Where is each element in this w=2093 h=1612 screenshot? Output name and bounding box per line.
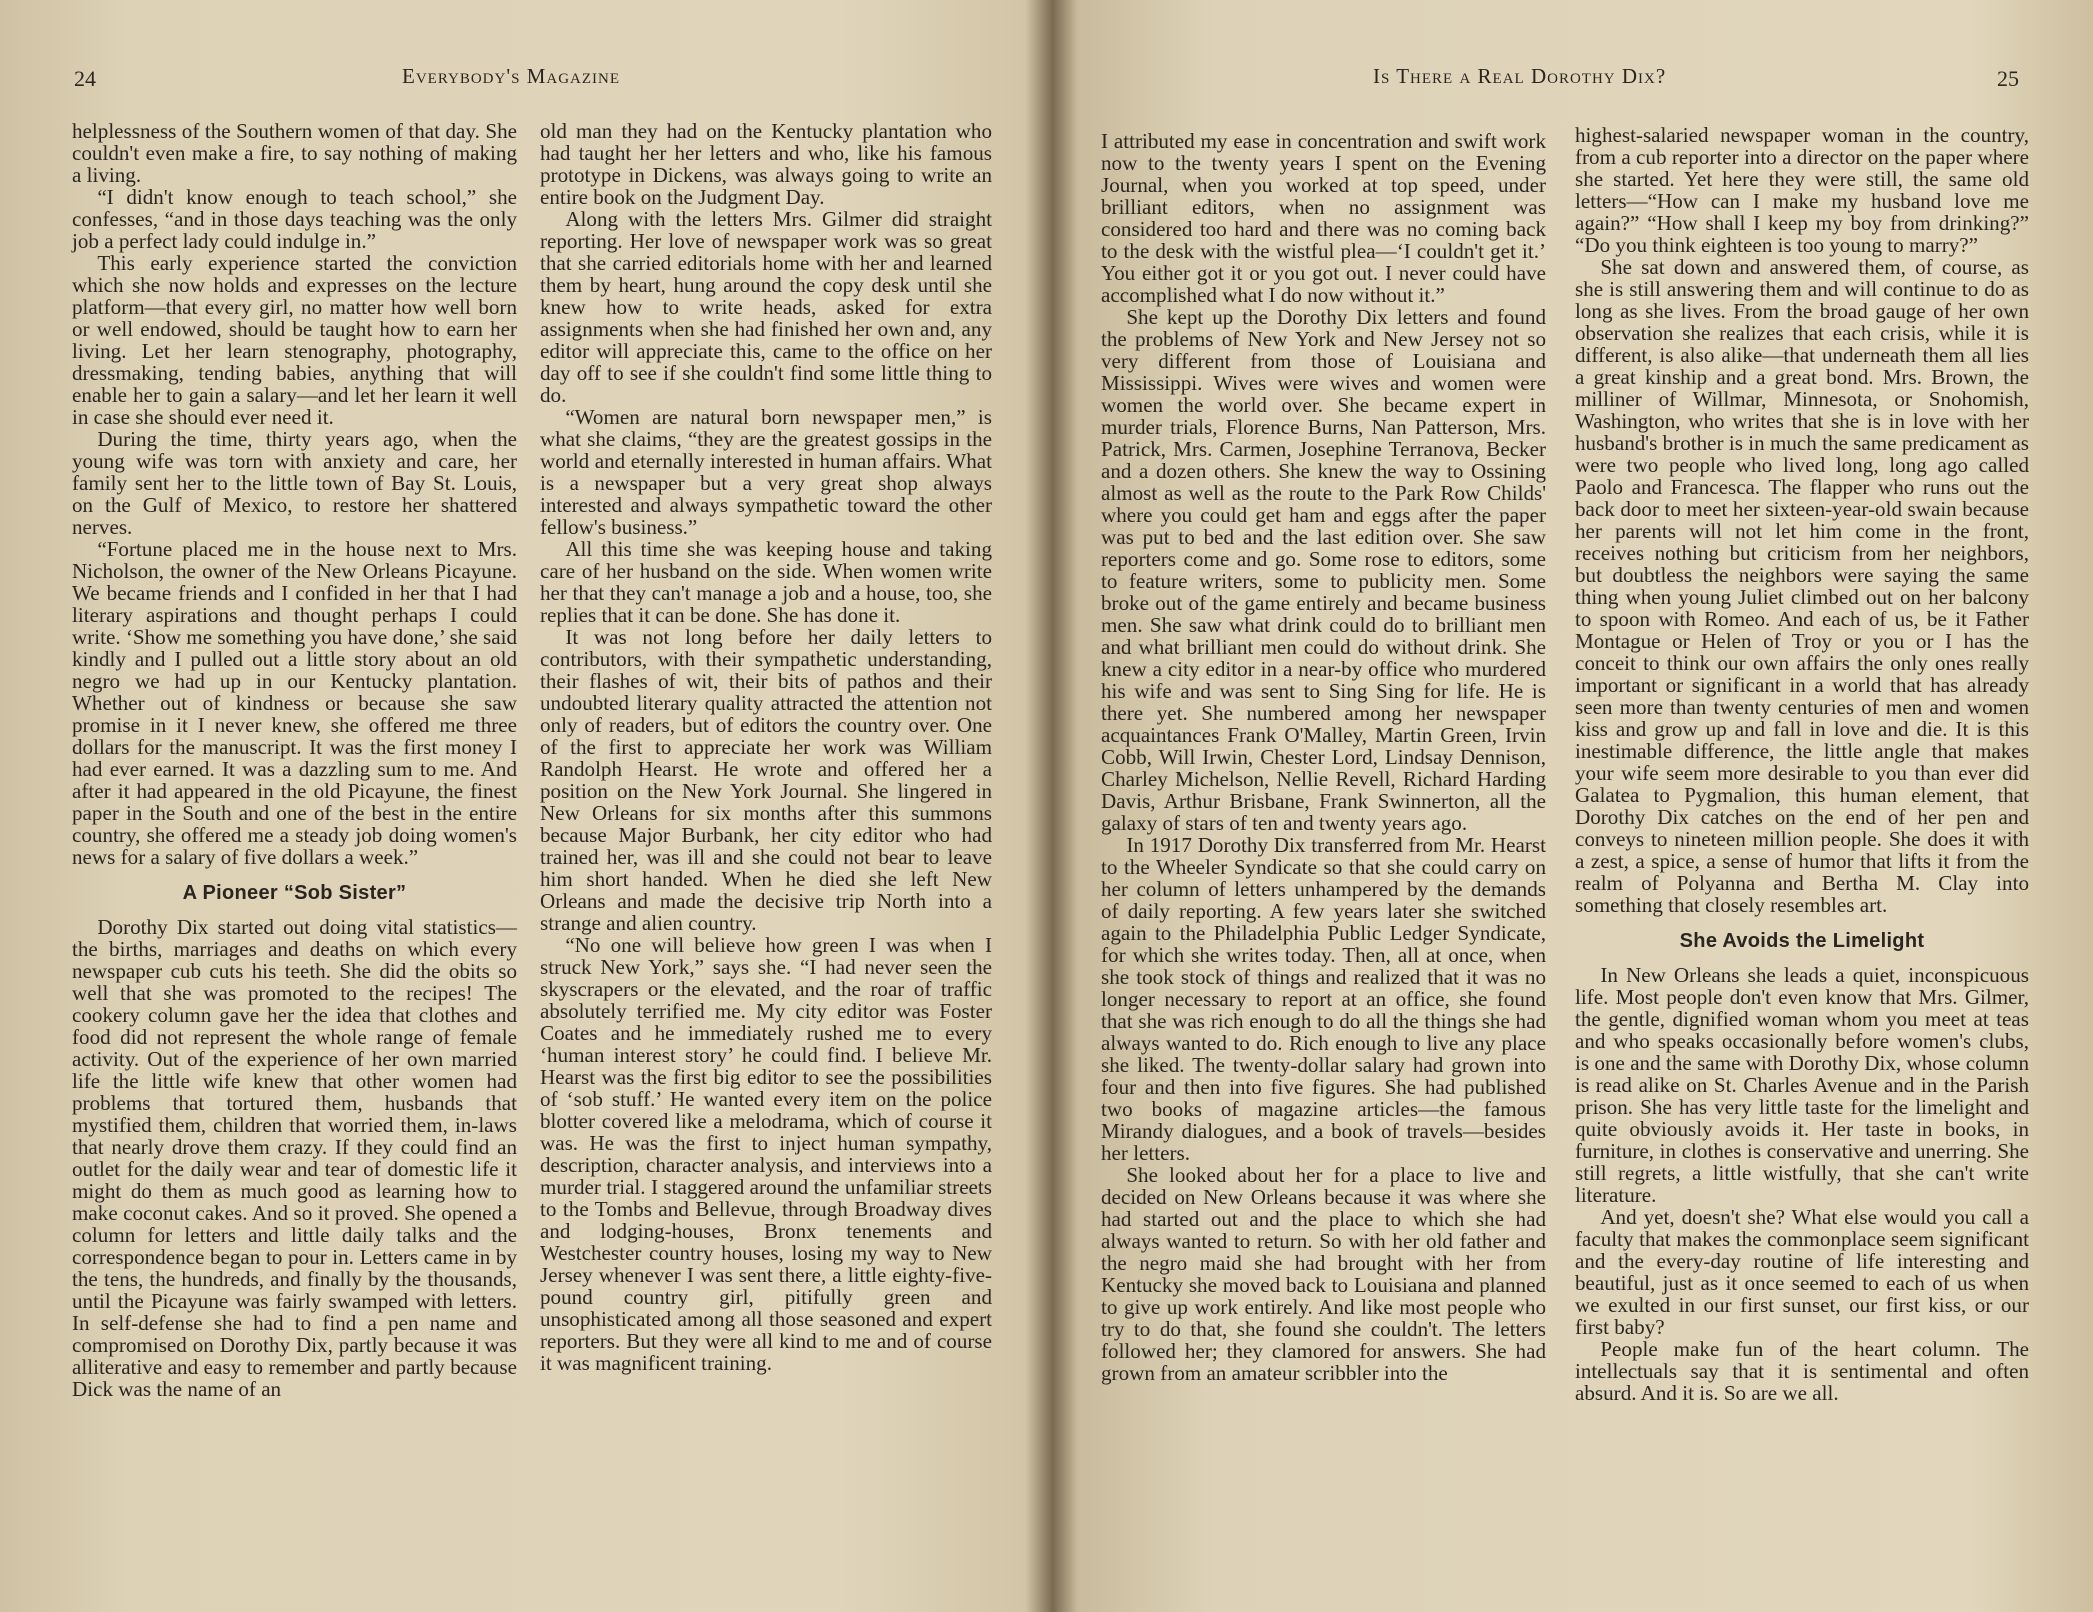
paragraph: In New Orleans she leads a quiet, inconspicuous life. Most people don't even know that Mrs. Gilmer, the gentle, dignified woman whom you meet at teas and who speaks occasionally before women's clubs, is one and the same with Dorothy Dix, whose column is read alike on St. Charles Avenue and in the Parish prison. She has very little taste for the limelight and quite obviously avoids it. Her taste in books, in furniture, in clothes is conservative and unerring. She still regrets, a little wistfully, that she can't write literature. xyxy=(1575,963,2029,1207)
paragraph: She sat down and answered them, of course, as she is still answering them and will continue to do as long as she lives. From the broad gauge of her own observation she realizes that each crisis, while it is different, is also alike—that underneath them all lies a great kinship and a great bond. Mrs. Brown, the milliner of Willmar, Minnesota, or Snohomish, Washington, who writes that she is in love with her husband's brother is in much the same predicament as were two people who lived long, long ago called Paolo and Francesca. The flapper who runs out the back door to meet her sixteen-year-old swain because her parents will not let him come in the front, receives nothing but criticism from her neighbors, but doubtless the neighbors were saying the same thing when young Juliet climbed out on her balcony to spoon with Romeo. And each of us, be it Father Montague or Helen of Troy or you or I has the conceit to think our own affairs the only ones really important or significant in a world that has already seen more than twenty centuries of men and women kiss and grow up and fall in love and die. It is this inestimable difference, the little angle that makes your wife seem more desirable to you than ever did Galatea to Pygmalion, this human element, that Dorothy Dix catches on the end of her pen and conveys to nineteen million people. She does it with a zest, a spice, a sense of humor that lifts it from the realm of Polyanna and Bertha M. Clay into something that closely resembles art. xyxy=(1575,255,2029,917)
paragraph: She looked about her for a place to live and decided on New Orleans because it was where she had started out and the place to which she had always wanted to return. So with her old father and the negro maid she had brought with her from Kentucky she moved back to Louisiana and planned to give up work entirely. And like most people who try to do that, she found she couldn't. The letters followed her; they clamored for answers. She had grown from an amateur scribbler into the xyxy=(1101,1163,1546,1385)
paragraph: In 1917 Dorothy Dix transferred from Mr. Hearst to the Wheeler Syndicate so that she could carry on her column of letters unhampered by the demands of daily reporting. A few years later she switched again to the Philadelphia Public Ledger Syndicate, for which she writes today. Then, all at once, when she took stock of things and realized that it was no longer necessary to report at an office, she found that she was rich enough to do all the things she had always wanted to do. Rich enough to live any place she liked. The twenty-dollar salary had grown into four and then into five figures. She had published two books of magazine articles—the famous Mirandy dialogues, and a book of travels—besides her letters. xyxy=(1101,833,1546,1165)
paragraph: Along with the letters Mrs. Gilmer did straight reporting. Her love of newspaper work was so great that she carried editorials home with her and learned them by heart, hung around the copy desk until she knew how to write heads, asked for extra assignments when she had finished her own and, any editor will appreciate this, came to the office on her day off to see if she couldn't find some little thing to do. xyxy=(540,207,992,407)
paragraph: “Women are natural born newspaper men,” is what she claims, “they are the greatest gossips in the world and eternally interested in human affairs. What is a newspaper but a very great shop always interested and always sympathetic toward the other fellow's business.” xyxy=(540,405,992,539)
paragraph: “I didn't know enough to teach school,” she confesses, “and in those days teaching was the only job a perfect lady could indulge in.” xyxy=(72,185,517,253)
paragraph: helplessness of the Southern women of that day. She couldn't even make a fire, to say nothing of making a living. xyxy=(72,119,517,187)
left-column-2 xyxy=(540,120,992,1374)
left-page xyxy=(0,0,1045,1612)
paragraph: old man they had on the Kentucky plantation who had taught her her letters and who, like his famous prototype in Dickens, was always going to write an entire book on the Judgment Day. xyxy=(540,119,992,209)
right-page xyxy=(1045,0,2093,1612)
subhead-sob-sister: A Pioneer “Sob Sister” xyxy=(182,882,407,904)
right-column-2 xyxy=(1575,124,2029,1404)
paragraph: This early experience started the conviction which she now holds and expresses on the lecture platform—that every girl, no matter how well born or well endowed, should be taught how to earn her living. Let her learn stenography, photography, dressmaking, tending babies, anything that will enable her to gain a salary—and let her learn it well in case she should ever need it. xyxy=(72,251,517,429)
page-number-left: 24 xyxy=(74,66,96,91)
paragraph: “No one will believe how green I was when I struck New York,” says she. “I had never seen the skyscrapers or the elevated, and the roar of traffic absolutely terrified me. My city editor was Foster Coates and he immediately rushed me to every ‘human interest story’ he could find. I believe Mr. Hearst was the first big editor to see the possibilities of ‘sob stuff.’ He wanted every item on the police blotter covered like a melodrama, which of course it was. He was the first to inject human sympathy, description, character analysis, and interviews into a murder trial. I staggered around the unfamiliar streets to the Tombs and Bellevue, through Broadway dives and lodging-houses, Bronx tenements and Westchester country houses, losing my way to New Jersey whenever I was sent there, a little eighty-five-pound country girl, pitifully green and unsophisticated among all those seasoned and expert reporters. But they were all kind to me and of course it was magnificent training. xyxy=(540,933,992,1375)
paragraph: Dorothy Dix started out doing vital statistics—the births, marriages and deaths on which every newspaper cub cuts his teeth. She did the obits so well that she was promoted to the recipes! The cookery column gave her the idea that clothes and food did not represent the whole range of female activity. Out of the experience of her own married life the little wife knew that other women had problems that tortured them, husbands that mystified them, children that worried them, in-laws that nearly drove them crazy. If they could find an outlet for the daily wear and tear of domestic life it might do them as much good as learning how to make coconut cakes. And so it proved. She opened a column for letters and little daily talks and the correspondence began to pour in. Letters came in by the tens, the hundreds, and finally by the thousands, until the Picayune was fairly swamped with letters. In self-defense she had to find a pen name and compromised on Dorothy Dix, partly because it was alliterative and easy to remember and partly because Dick was the name of an xyxy=(72,915,517,1401)
running-head-left: Everybody's Magazine xyxy=(402,64,621,88)
subhead-limelight: She Avoids the Limelight xyxy=(1679,930,1925,952)
running-head-right: Is There a Real Dorothy Dix? xyxy=(1373,64,1667,88)
page-number-right: 25 xyxy=(1997,66,2019,91)
paragraph: People make fun of the heart column. The intellectuals say that it is sentimental and often absurd. And it is. So are we all. xyxy=(1575,1337,2029,1405)
paragraph: All this time she was keeping house and taking care of her husband on the side. When women write her that they can't manage a job and a house, too, she replies that it can be done. She has done it. xyxy=(540,537,992,627)
paragraph: It was not long before her daily letters to contributors, with their sympathetic understanding, their flashes of wit, their bits of pathos and their undoubted literary quality attracted the attention not only of readers, but of editors the country over. One of the first to appreciate her work was William Randolph Hearst. He wrote and offered her a position on the New York Journal. She lingered in New Orleans for six months after this summons because Major Burbank, her city editor who had trained her, was ill and she could not bear to leave him short handed. When he died she left New Orleans and made the decisive trip North into a strange and alien country. xyxy=(540,625,992,935)
paragraph: “Fortune placed me in the house next to Mrs. Nicholson, the owner of the New Orleans Picayune. We became friends and I confided in her that I had literary aspirations and thought perhaps I could write. ‘Show me something you have done,’ she said kindly and I pulled out a little story about an old negro we had up in our Kentucky plantation. Whether out of kindness or because she saw promise in it I never knew, she offered me three dollars for the manuscript. It was the first money I had ever earned. It was a dazzling sum to me. And after it had appeared in the old Picayune, the finest paper in the South and one of the best in the entire country, she offered me a steady job doing women's news for a salary of five dollars a week.” xyxy=(72,537,517,869)
paragraph: And yet, doesn't she? What else would you call a faculty that makes the commonplace seem significant and the every-day routine of life interesting and beautiful, just as it once seemed to each of us when we exulted in our first sunset, our first kiss, or our first baby? xyxy=(1575,1205,2029,1339)
paragraph: I attributed my ease in concentration and swift work now to the twenty years I spent on the Evening Journal, when you worked at top speed, under brilliant editors, when no assignment was considered too hard and there was no coming back to the desk with the wistful plea—‘I couldn't get it.’ You either got it or you got out. I never could have accomplished what I do now without it.” xyxy=(1101,129,1546,307)
right-column-1 xyxy=(1101,130,1546,1384)
paragraph: She kept up the Dorothy Dix letters and found the problems of New York and New Jersey not so very different from those of Louisiana and Mississippi. Wives were wives and women were women the world over. She became expert in murder trials, Florence Burns, Nan Patterson, Mrs. Patrick, Mrs. Carmen, Josephine Terranova, Becker and a dozen others. She knew the way to Ossining almost as well as the route to the Park Row Childs' where you could get ham and eggs after the paper was put to bed and the last edition over. She saw reporters come and go. Some rose to editors, some to feature writers, some to publicity men. Some broke out of the game entirely and became business men. She saw what drink could do to brilliant men and what brilliant men could do without drink. She knew a city editor in a near-by office who murdered his wife and was sent to Sing Sing for life. He is there yet. She numbered among her newspaper acquaintances Frank O'Malley, Martin Green, Irvin Cobb, Will Irwin, Chester Lord, Lindsay Dennison, Charley Michelson, Nellie Revell, Richard Harding Davis, Arthur Brisbane, Frank Swinnerton, all the galaxy of stars of ten and twenty years ago. xyxy=(1101,305,1546,835)
paragraph: During the time, thirty years ago, when the young wife was torn with anxiety and care, her family sent her to the little town of Bay St. Louis, on the Gulf of Mexico, to restore her shattered nerves. xyxy=(72,427,517,539)
left-col1-paragraphs xyxy=(72,120,517,868)
left-column-1 xyxy=(72,120,517,1400)
paragraph: highest-salaried newspaper woman in the country, from a cub reporter into a director on the paper where she started. Yet here they were still, the same old letters—“How can I make my husband love me again?” “How shall I keep my boy from drinking?” “Do you think eighteen is too young to marry?” xyxy=(1575,123,2029,257)
